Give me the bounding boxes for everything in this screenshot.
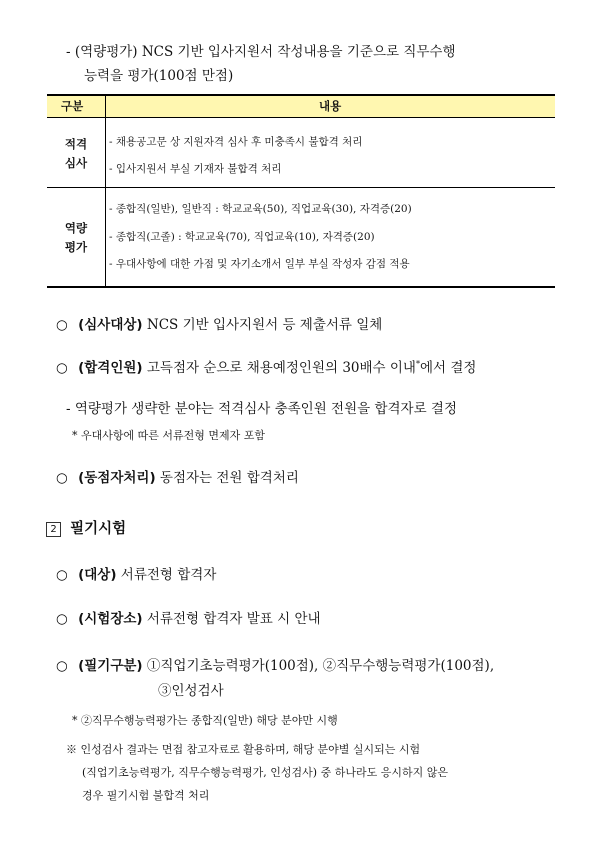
bullet-exam-place	[56, 607, 321, 627]
table-header-border	[47, 117, 555, 118]
intro-line-2: 능력을 평가(100점 만점)	[84, 68, 234, 84]
section-heading-written-exam	[46, 517, 126, 538]
bullet-exam-type	[56, 654, 494, 674]
exam-note-2-line-1: ※ 인성검사 결과는 면접 참고자료로 활용하며, 해당 분야별 실시되는 시험	[66, 743, 421, 756]
pass-count-text: 고득점자 순으로 채용예정인원의 30배수 이내	[146, 360, 416, 376]
exam-type-text-line-2: ③인성검사	[158, 683, 224, 699]
intro-line-1: - (역량평가) NCS 기반 입사지원서 작성내용을 기준으로 직무수행	[66, 44, 456, 60]
table-header-content: 내용	[319, 99, 342, 113]
exam-place-label: (시험장소)	[78, 611, 143, 627]
category-line-1: 적격	[64, 137, 88, 151]
exam-note-2-line-3: 경우 필기시험 불합격 처리	[82, 789, 210, 802]
bullet-review-subject	[56, 313, 382, 333]
tie-handling-label: (동점자처리)	[78, 470, 156, 486]
table-row-category	[47, 219, 105, 257]
bullet-symbol: ○	[56, 658, 68, 674]
table-bottom-border	[47, 286, 555, 288]
bullet-symbol: ○	[56, 567, 68, 583]
table-row-border	[47, 187, 555, 188]
exam-type-text: ①직업기초능력평가(100점), ②직무수행능력평가(100점),	[146, 658, 495, 674]
table-row-item: - 입사지원서 부실 기재자 불합격 처리	[109, 163, 282, 175]
tie-handling-text: 동점자는 전원 합격처리	[159, 470, 299, 486]
bullet-symbol: ○	[56, 470, 68, 486]
table-row-item: - 우대사항에 대한 가점 및 자기소개서 일부 부실 작성자 감점 적용	[109, 258, 410, 270]
bullet-pass-count	[56, 356, 476, 376]
exam-target-label: (대상)	[78, 567, 117, 583]
exam-place-text: 서류전형 합격자 발표 시 안내	[146, 611, 321, 627]
pass-count-footnote: * 우대사항에 따른 서류전형 면제자 포함	[72, 429, 265, 442]
table-row-item: - 채용공고문 상 지원자격 심사 후 미충족시 불합격 처리	[109, 136, 363, 148]
bullet-symbol: ○	[56, 360, 68, 376]
pass-count-footnote-mark: *	[415, 359, 420, 369]
pass-count-text-end: 에서 결정	[419, 360, 477, 376]
exam-note-1: * ②직무수행능력평가는 종합직(일반) 해당 분야만 시행	[72, 714, 338, 727]
exam-type-label: (필기구분)	[78, 658, 143, 674]
category-line-2: 심사	[64, 156, 88, 170]
section-title: 필기시험	[70, 521, 127, 537]
category-line-1: 역량	[64, 221, 88, 235]
section-number-box: 2	[46, 522, 61, 537]
review-subject-label: (심사대상)	[78, 317, 143, 333]
exam-target-text: 서류전형 합격자	[120, 567, 217, 583]
criteria-table	[47, 94, 555, 288]
category-line-2: 평가	[64, 240, 88, 254]
table-row-item: - 종합직(일반), 일반직 : 학교교육(50), 직업교육(30), 자격증(20)	[109, 203, 412, 215]
bullet-symbol: ○	[56, 317, 68, 333]
bullet-tie-handling	[56, 466, 299, 486]
pass-count-subnote: - 역량평가 생략한 분야는 적격심사 충족인원 전원을 합격자로 결정	[66, 401, 457, 417]
review-subject-text: NCS 기반 입사지원서 등 제출서류 일체	[146, 317, 383, 333]
table-top-border	[47, 94, 555, 96]
table-header-category: 구분	[61, 99, 84, 113]
bullet-symbol: ○	[56, 611, 68, 627]
exam-note-2-line-2: (직업기초능력평가, 직무수행능력평가, 인성검사) 중 하나라도 응시하지 않은	[82, 766, 448, 779]
bullet-exam-target	[56, 563, 216, 583]
table-row-item: - 종합직(고졸) : 학교교육(70), 직업교육(10), 자격증(20)	[109, 231, 375, 243]
table-row-category	[47, 135, 105, 173]
pass-count-label: (합격인원)	[78, 360, 143, 376]
